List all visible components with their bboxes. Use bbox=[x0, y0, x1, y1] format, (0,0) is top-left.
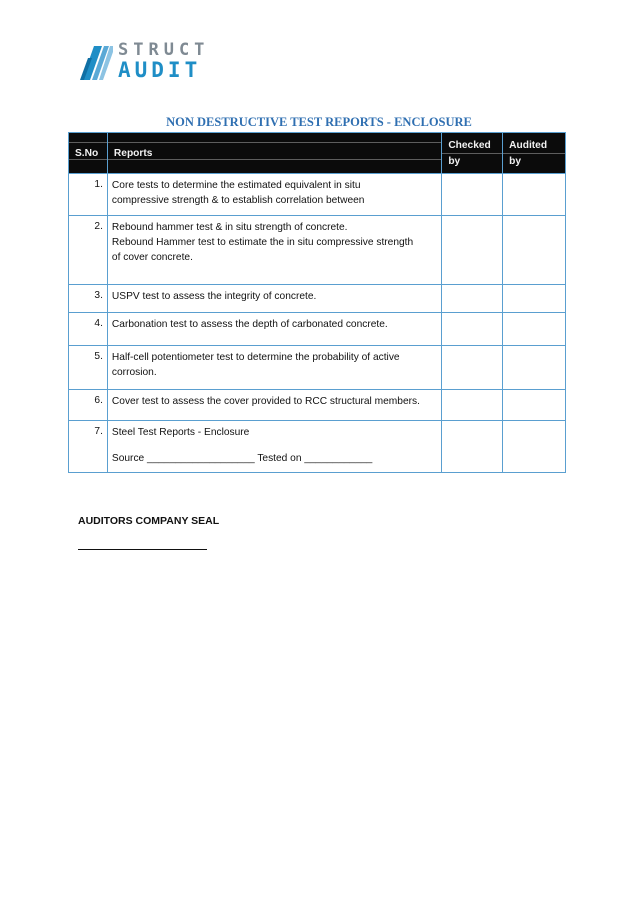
audited-by-cell[interactable] bbox=[503, 313, 566, 346]
checked-by-cell[interactable] bbox=[442, 346, 503, 390]
audited-by-cell[interactable] bbox=[503, 174, 566, 216]
logo-text-struct: STRUCT bbox=[118, 40, 210, 60]
audited-by-cell[interactable] bbox=[503, 390, 566, 421]
signature-line bbox=[78, 549, 207, 550]
report-description: Carbonation test to assess the depth of carbonated concrete. bbox=[107, 313, 441, 346]
audited-by-cell[interactable] bbox=[503, 421, 566, 473]
table-row bbox=[69, 174, 566, 216]
table-row bbox=[69, 346, 566, 390]
table-row bbox=[69, 216, 566, 285]
row-number: 6. bbox=[69, 390, 108, 421]
checked-by-cell[interactable] bbox=[442, 390, 503, 421]
table-row bbox=[69, 313, 566, 346]
audited-by-cell[interactable] bbox=[503, 285, 566, 313]
report-description: Half-cell potentiometer test to determine the probability of active corrosion. bbox=[107, 346, 441, 390]
logo-stripes-icon bbox=[80, 42, 114, 82]
audited-by-cell[interactable] bbox=[503, 346, 566, 390]
audited-by-cell[interactable] bbox=[503, 216, 566, 285]
table-row bbox=[69, 285, 566, 313]
document-title: NON DESTRUCTIVE TEST REPORTS - ENCLOSURE bbox=[166, 115, 472, 129]
report-description: Cover test to assess the cover provided to RCC structural members. bbox=[107, 390, 441, 421]
report-description: Rebound hammer test & in situ strength of concrete. Rebound Hammer test to estimate the in situ compressive strength of cover concrete. bbox=[107, 216, 441, 285]
report-description: Core tests to determine the estimated equivalent in situ compressive strength & to establish correlation between bbox=[107, 174, 441, 216]
table-header-row bbox=[69, 133, 566, 174]
checked-by-cell[interactable] bbox=[442, 421, 503, 473]
row-number: 2. bbox=[69, 216, 108, 285]
row-number: 7. bbox=[69, 421, 108, 473]
checked-by-cell[interactable] bbox=[442, 216, 503, 285]
table-row bbox=[69, 421, 566, 473]
header-checked-by: Checked by bbox=[442, 133, 503, 174]
report-description: USPV test to assess the integrity of concrete. bbox=[107, 285, 441, 313]
checked-by-cell[interactable] bbox=[442, 313, 503, 346]
reports-table bbox=[68, 132, 566, 473]
table-row bbox=[69, 390, 566, 421]
auditors-company-seal-label: AUDITORS COMPANY SEAL bbox=[78, 515, 220, 527]
source-tested-on-line: Source ___________________ Tested on ____________ bbox=[111, 453, 373, 464]
row-number: 3. bbox=[69, 285, 108, 313]
header-sno: S.No bbox=[69, 133, 108, 174]
row-number: 5. bbox=[69, 346, 108, 390]
checked-by-cell[interactable] bbox=[442, 174, 503, 216]
checked-by-cell[interactable] bbox=[442, 285, 503, 313]
header-reports: Reports bbox=[107, 133, 441, 174]
logo-text-audit: AUDIT bbox=[118, 58, 202, 82]
row-number: 1. bbox=[69, 174, 108, 216]
report-description: Steel Test Reports - Enclosure Source ___________________ Tested on ____________ bbox=[107, 421, 441, 473]
header-audited-by: Audited by bbox=[503, 133, 566, 174]
row-number: 4. bbox=[69, 313, 108, 346]
struct-audit-logo bbox=[80, 40, 240, 84]
